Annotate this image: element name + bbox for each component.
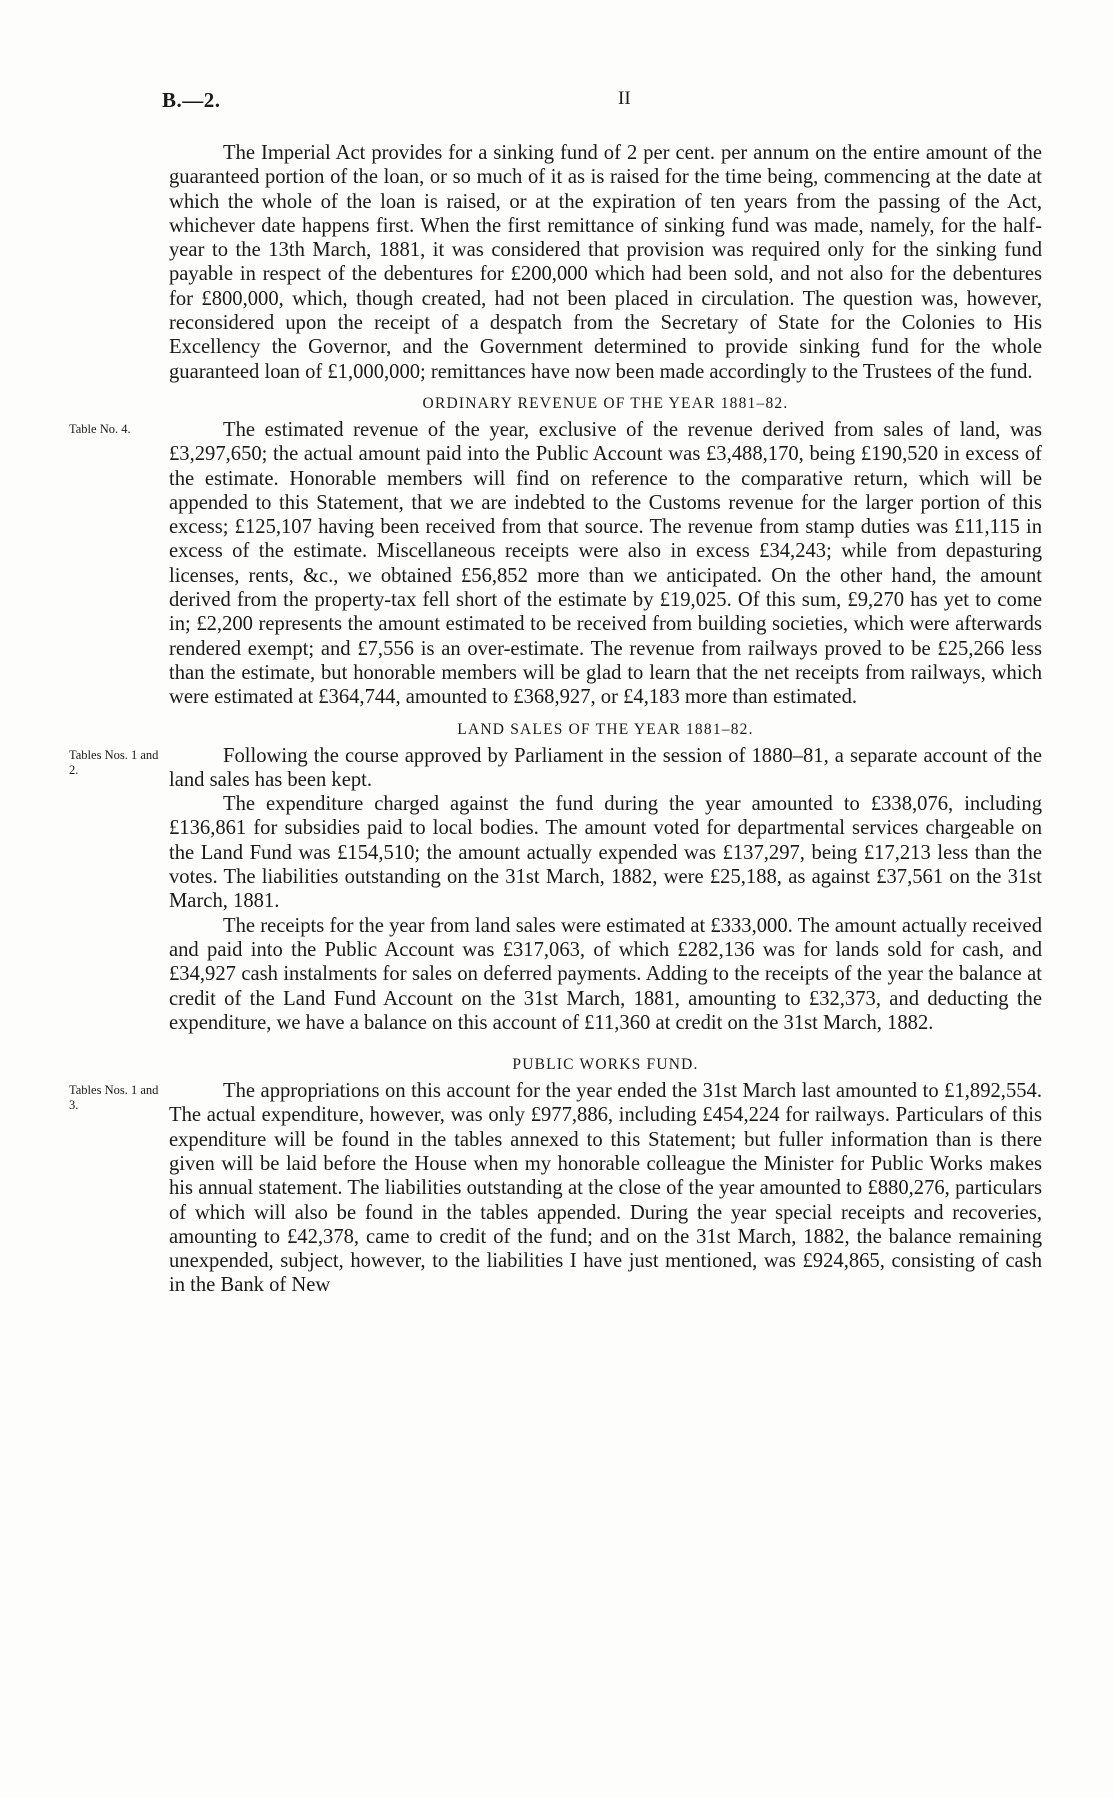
document-reference: B.—2. — [162, 88, 221, 112]
paragraph-text: The estimated revenue of the year, exclusive of the revenue derived from sales of land, was £3,297,650; the actual amount paid into the Public Account was £3,488,170, being £190,520 in excess of the estimate. Honorable members will find on reference to the comparative return, which will be appended to this Statement, that we are indebted to the Customs revenue for the larger portion of this excess; £125,107 having been received from that source. The revenue from stamp duties was £11,115 in excess of the estimate. Miscellaneous receipts were also in excess £34,243; while from depasturing licenses, rents, &c., we obtained £56,852 more than we anticipated. On the other hand, the amount derived from the property-tax fell short of the estimate by £19,025. Of this sum, £9,270 has yet to come in; £2,200 represents the amount estimated to be received from building societies, which were afterwards rendered exempt; and £7,556 is an over-estimate. The revenue from railways proved to be £25,266 less than the estimate, but honorable members will be glad to learn that the net receipts from railways, which were estimated at £364,744, amounted to £368,927, or £4,183 more than estimated. — [169, 418, 1042, 709]
margin-note-tables-1-3: Tables Nos. 1 and 3. — [69, 1083, 159, 1113]
page-number: II — [618, 88, 631, 109]
margin-note-tables-1-2: Tables Nos. 1 and 2. — [69, 747, 159, 777]
ordinary-revenue-paragraph — [69, 418, 1042, 710]
paragraph-text: The appropriations on this account for the year ended the 31st March last amounted to £1,892,554. The actual expenditure, however, was only £977,886, including £454,224 for railways. Particulars of this expenditure will be found in the tables annexed to this Statement; but fuller information than is there given will be laid before the House when my honorable colleague the Minister for Public Works makes his annual statement. The liabilities outstanding at the close of the year amounted to £880,276, particulars of which will also be found in the tables appended. During the year special receipts and recoveries, amounting to £42,378, came to credit of the fund; and on the 31st March, 1882, the balance remaining unexpended, subject, however, to the liabilities I have just mentioned, was £924,865, consisting of cash in the Bank of New — [169, 1080, 1042, 1297]
page-header — [0, 88, 1114, 118]
document-body — [69, 141, 1042, 1298]
intro-paragraph: The Imperial Act provides for a sinking fund of 2 per cent. per annum on the entire amount of the guaranteed portion of the loan, or so much of it as is raised for the time being, commencing at the date at which the whole of the loan is raised, or at the expiration of ten years from the passing of the Act, whichever date happens first. When the first remittance of sinking fund was made, namely, for the half-year to the 13th March, 1881, it was considered that provision was required only for the sinking fund payable in respect of the debentures for £200,000 which had been sold, and not also for the debentures for £800,000, which, though created, had not been placed in circulation. The question was, however, reconsidered upon the receipt of a despatch from the Secretary of State for the Colonies to His Excellency the Governor, and the Government determined to provide sinking fund for the whole guaranteed loan of £1,000,000; remittances have now been made accordingly to the Trustees of the fund. — [169, 142, 1042, 383]
public-works-paragraph — [69, 1079, 1042, 1298]
section-heading-land-sales: LAND SALES OF THE YEAR 1881–82. — [457, 720, 754, 738]
land-sales-paragraph-1 — [69, 744, 1042, 793]
land-sales-paragraph-3: The receipts for the year from land sales were estimated at £333,000. The amount actually received and paid into the Public Account was £317,063, of which £282,136 was for lands sold for cash, and £34,927 cash instalments for sales on deferred payments. Adding to the receipts of the year the balance at credit of the Land Fund Account on the 31st March, 1881, amounting to £32,373, and deducting the expenditure, we have a balance on this account of £11,360 at credit on the 31st March, 1882. — [169, 914, 1042, 1034]
land-sales-paragraph-2: The expenditure charged against the fund during the year amounted to £338,076, including £136,861 for subsidies paid to local bodies. The amount voted for departmental services chargeable on the Land Fund was £154,510; the amount actually expended was £137,297, being £17,213 less than the votes. The liabilities outstanding on the 31st March, 1882, were £25,188, as against £37,561 on the 31st March, 1881. — [169, 793, 1042, 913]
margin-note-table-4: Table No. 4. — [69, 421, 131, 436]
section-heading-ordinary-revenue: ORDINARY REVENUE OF THE YEAR 1881–82. — [422, 394, 789, 412]
section-heading-public-works: PUBLIC WORKS FUND. — [512, 1056, 699, 1074]
paragraph-text: Following the course approved by Parliament in the session of 1880–81, a separate account of the land sales has been kept. — [169, 744, 1042, 791]
